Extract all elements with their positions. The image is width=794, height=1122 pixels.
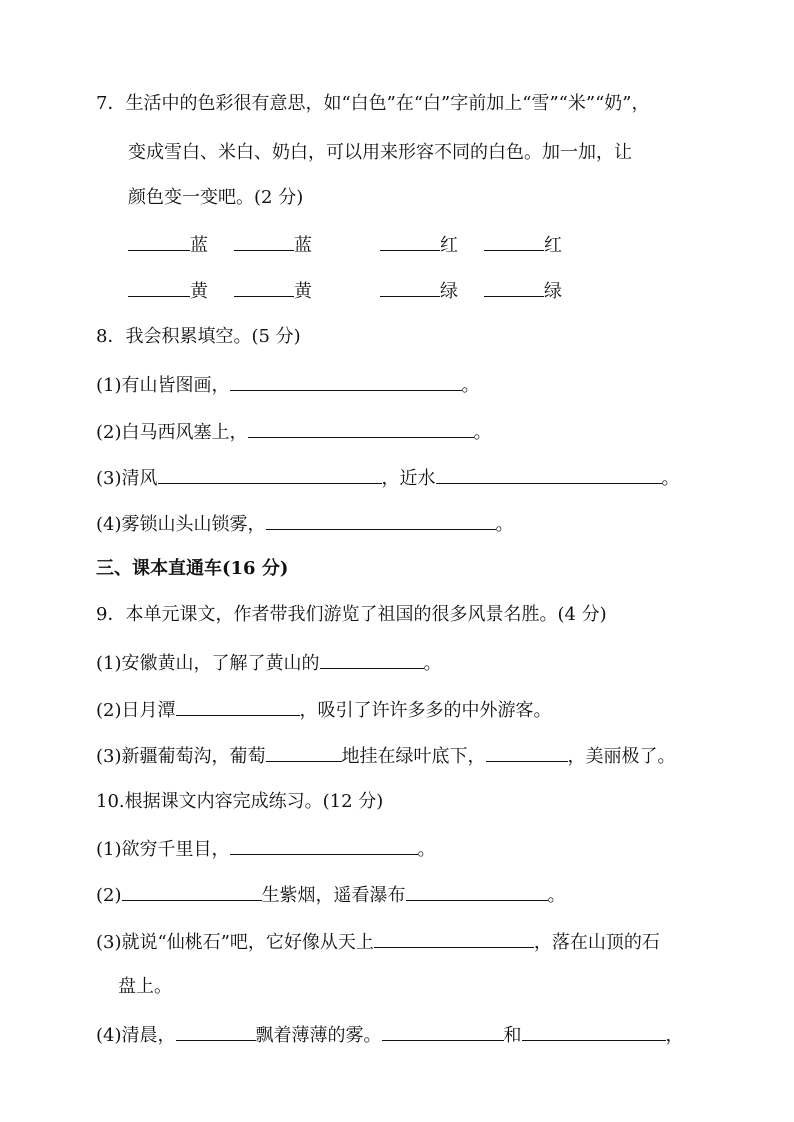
- q8-item-3: (3)清风 ，近水 。: [96, 465, 680, 491]
- q10-item-3: (3)就说“仙桃石”吧，它好像从天上 ，落在山顶的石: [96, 929, 660, 955]
- q7-line-2: 变成雪白、米白、奶白，可以用来形容不同的白色。加一加，让: [128, 142, 632, 163]
- color-word: 蓝: [190, 235, 208, 256]
- q9-item-2: (2)日月潭 ，吸引了许许多多的中外游客。: [96, 697, 552, 723]
- answer-blank[interactable]: [320, 650, 424, 669]
- answer-blank[interactable]: [382, 1022, 504, 1041]
- answer-blank[interactable]: [234, 232, 294, 251]
- color-word: 绿: [544, 281, 562, 302]
- answer-blank[interactable]: [522, 1022, 666, 1041]
- answer-blank[interactable]: [380, 278, 440, 297]
- q10-item-2: (2) 生紫烟，遥看瀑布 。: [96, 882, 566, 908]
- answer-blank[interactable]: [158, 465, 382, 484]
- q9-item-1: (1)安徽黄山，了解了黄山的 。: [96, 650, 442, 676]
- answer-blank[interactable]: [122, 882, 262, 901]
- color-word: 绿: [440, 281, 458, 302]
- q9-title: 9．本单元课文，作者带我们游览了祖国的很多风景名胜。(4 分): [96, 604, 607, 625]
- answer-blank[interactable]: [266, 511, 496, 530]
- color-word: 黄: [294, 281, 312, 302]
- color-word: 蓝: [294, 235, 312, 256]
- answer-blank[interactable]: [484, 278, 544, 297]
- answer-blank[interactable]: [406, 882, 548, 901]
- q10-title: 10.根据课文内容完成练习。(12 分): [96, 791, 384, 812]
- color-word: 黄: [190, 281, 208, 302]
- q8-item-4: (4)雾锁山头山锁雾， 。: [96, 511, 514, 537]
- q7-line-1: 7．生活中的色彩很有意思，如“白色”在“白”字前加上“雪”“米”“奶”，: [96, 93, 650, 114]
- color-word: 红: [544, 235, 562, 256]
- answer-blank[interactable]: [380, 232, 440, 251]
- q7-line-3: 颜色变一变吧。(2 分): [128, 187, 304, 208]
- answer-blank[interactable]: [248, 419, 474, 438]
- answer-blank[interactable]: [128, 232, 190, 251]
- answer-blank[interactable]: [176, 1022, 256, 1041]
- q9-item-3: (3)新疆葡萄沟，葡萄 地挂在绿叶底下， ，美丽极了。: [96, 743, 676, 769]
- answer-blank[interactable]: [374, 929, 534, 948]
- answer-blank[interactable]: [486, 743, 568, 762]
- answer-blank[interactable]: [234, 278, 294, 297]
- answer-blank[interactable]: [176, 697, 300, 716]
- section-3-heading: 三、课本直通车(16 分): [96, 558, 289, 579]
- answer-blank[interactable]: [436, 465, 662, 484]
- answer-blank[interactable]: [484, 232, 544, 251]
- q10-item-1: (1)欲穷千里目， 。: [96, 836, 436, 862]
- color-word: 红: [440, 235, 458, 256]
- answer-blank[interactable]: [230, 372, 462, 391]
- answer-blank[interactable]: [266, 743, 342, 762]
- q8-item-1: (1)有山皆图画， 。: [96, 372, 480, 398]
- q10-item-4: (4)清晨， 飘着薄薄的雾。 和 ，: [96, 1022, 684, 1048]
- q8-title: 8．我会积累填空。(5 分): [96, 326, 301, 347]
- q8-item-2: (2)白马西风塞上， 。: [96, 419, 492, 445]
- q10-item-3-continued: 盘上。: [118, 976, 172, 997]
- answer-blank[interactable]: [128, 278, 190, 297]
- answer-blank[interactable]: [230, 836, 418, 855]
